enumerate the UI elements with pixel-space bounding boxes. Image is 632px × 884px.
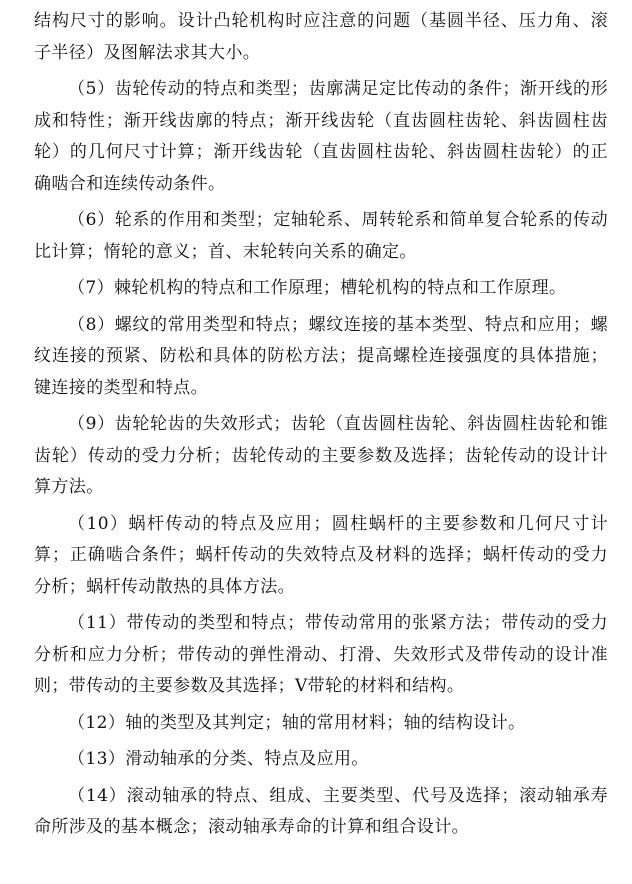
paragraph-item-14: （14）滚动轴承的特点、组成、主要类型、代号及选择；滚动轴承寿命所涉及的基本概念；滚动轴承寿命的计算和组合设计。 xyxy=(34,785,608,837)
paragraph-item-7: （7）棘轮机构的特点和工作原理；槽轮机构的特点和工作原理。 xyxy=(68,278,567,298)
paragraph-item-11: （11）带传动的类型和特点；带传动常用的张紧方法；带传动的受力分析和应力分析；带传动的弹性滑动、打滑、失效形式及带传动的设计准则；带传动的主要参数及其选择；V带轮的材料和结构。 xyxy=(34,613,608,696)
paragraph-item-12: （12）轴的类型及其判定；轴的常用材料；轴的结构设计。 xyxy=(68,712,526,733)
paragraph-item-6: （6）轮系的作用和类型；定轴轮系、周转轮系和简单复合轮系的传动比计算；惰轮的意义；首、末轮转向关系的确定。 xyxy=(34,210,608,262)
paragraph-item-13: （13）滑动轴承的分类、特点及应用。 xyxy=(68,749,369,769)
paragraph-item-8: （8）螺纹的常用类型和特点；螺纹连接的基本类型、特点和应用；螺纹连接的预紧、防松和具体的防松方法；提高螺栓连接强度的具体措施；键连接的类型和特点。 xyxy=(34,314,608,398)
paragraph-item-5: （5）齿轮传动的特点和类型；齿廓满足定比传动的条件；渐开线的形成和特性；渐开线齿廓的特点；渐开线齿轮（直齿圆柱齿轮、斜齿圆柱齿轮）的几何尺寸计算；渐开线齿轮（直齿圆柱齿轮、斜齿圆柱齿轮）的正确啮合和连续传动条件。 xyxy=(34,79,608,194)
paragraph-item-9: （9）齿轮轮齿的失效形式；齿轮（直齿圆柱齿轮、斜齿圆柱齿轮和锥齿轮）传动的受力分析；齿轮传动的主要参数及选择；齿轮传动的设计计算方法。 xyxy=(34,414,608,497)
paragraph-continuation: 结构尺寸的影响。设计凸轮机构时应注意的问题（基圆半径、压力角、滚子半径）及图解法求其大小。 xyxy=(34,11,608,63)
paragraph-item-10: （10）蜗杆传动的特点及应用；圆柱蜗杆的主要参数和几何尺寸计算；正确啮合条件；蜗杆传动的失效特点及材料的选择；蜗杆传动的受力分析；蜗杆传动散热的具体方法。 xyxy=(34,513,608,597)
